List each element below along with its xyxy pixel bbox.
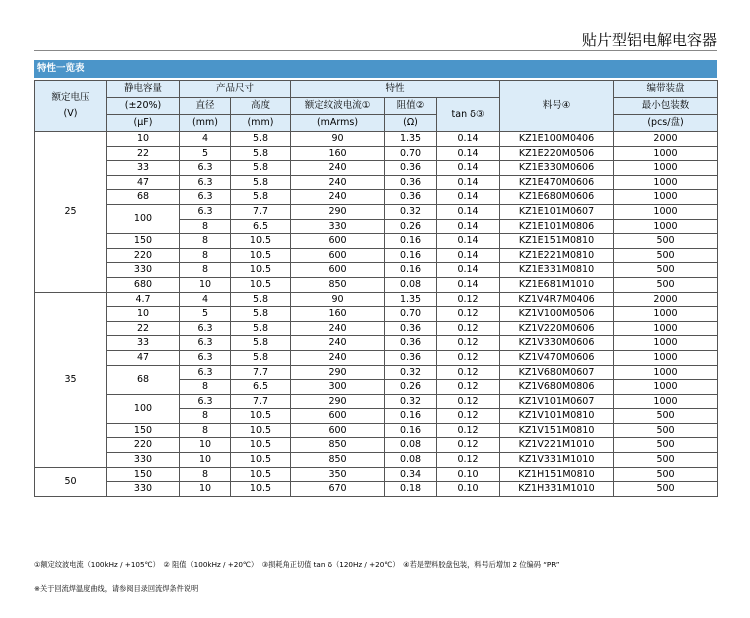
diameter-cell: 4	[180, 292, 231, 307]
header-part-number: 料号④	[500, 81, 614, 132]
esr-cell: 0.18	[385, 482, 437, 497]
capacitance-cell: 100	[107, 204, 180, 233]
height-cell: 5.8	[231, 132, 291, 147]
tan-delta-cell: 0.12	[437, 365, 500, 380]
capacitance-cell: 22	[107, 321, 180, 336]
capacitance-cell: 220	[107, 248, 180, 263]
tan-delta-cell: 0.14	[437, 132, 500, 147]
ripple-current-cell: 240	[291, 321, 385, 336]
min-pack-cell: 1000	[614, 321, 718, 336]
table-row	[35, 234, 718, 249]
ripple-current-cell: 670	[291, 482, 385, 497]
table-row	[35, 204, 718, 219]
ripple-current-cell: 350	[291, 467, 385, 482]
capacitance-cell: 33	[107, 161, 180, 176]
esr-cell: 0.32	[385, 204, 437, 219]
min-pack-cell: 500	[614, 467, 718, 482]
ripple-current-cell: 160	[291, 146, 385, 161]
footnote-conditions: ①额定纹波电流（100kHz / +105℃） ② 阻值（100kHz / +20℃） ③损耗角正切值 tan δ（120Hz / +20℃） ④若是塑料胶盘包装，料号后增加 2 位编码 “PR”	[34, 560, 560, 569]
min-pack-cell: 2000	[614, 292, 718, 307]
table-row	[35, 248, 718, 263]
height-cell: 10.5	[231, 438, 291, 453]
capacitance-cell: 150	[107, 467, 180, 482]
min-pack-cell: 500	[614, 248, 718, 263]
part-number-cell: KZ1V680M0607	[500, 365, 614, 380]
table-row	[35, 467, 718, 482]
table-row	[35, 307, 718, 322]
min-pack-cell: 1000	[614, 146, 718, 161]
esr-cell: 0.32	[385, 394, 437, 409]
part-number-cell: KZ1E151M0810	[500, 234, 614, 249]
part-number-cell: KZ1V151M0810	[500, 423, 614, 438]
diameter-cell: 8	[180, 380, 231, 395]
min-pack-cell: 1000	[614, 350, 718, 365]
min-pack-cell: 1000	[614, 365, 718, 380]
diameter-cell: 6.3	[180, 350, 231, 365]
esr-cell: 0.70	[385, 307, 437, 322]
table-row	[35, 263, 718, 278]
capacitance-cell: 680	[107, 277, 180, 292]
table-row	[35, 132, 718, 147]
diameter-cell: 6.3	[180, 175, 231, 190]
min-pack-cell: 1000	[614, 190, 718, 205]
rated-voltage-cell: 35	[35, 292, 107, 467]
tan-delta-cell: 0.12	[437, 438, 500, 453]
header-rated-voltage	[35, 81, 107, 132]
height-cell: 10.5	[231, 277, 291, 292]
min-pack-cell: 500	[614, 277, 718, 292]
diameter-cell: 8	[180, 248, 231, 263]
esr-cell: 0.08	[385, 277, 437, 292]
esr-cell: 0.16	[385, 234, 437, 249]
ripple-current-cell: 240	[291, 161, 385, 176]
table-row	[35, 292, 718, 307]
table-row	[35, 350, 718, 365]
min-pack-cell: 500	[614, 482, 718, 497]
ripple-current-cell: 290	[291, 394, 385, 409]
min-pack-cell: 1000	[614, 161, 718, 176]
diameter-cell: 5	[180, 307, 231, 322]
tan-delta-cell: 0.14	[437, 277, 500, 292]
ripple-current-cell: 290	[291, 204, 385, 219]
header-capacitance-unit: (μF)	[107, 115, 180, 132]
tan-delta-cell: 0.14	[437, 175, 500, 190]
height-cell: 5.8	[231, 161, 291, 176]
tan-delta-cell: 0.14	[437, 161, 500, 176]
tan-delta-cell: 0.10	[437, 482, 500, 497]
height-cell: 5.8	[231, 175, 291, 190]
diameter-cell: 8	[180, 423, 231, 438]
capacitance-cell: 330	[107, 263, 180, 278]
tan-delta-cell: 0.12	[437, 336, 500, 351]
tan-delta-cell: 0.14	[437, 234, 500, 249]
height-cell: 6.5	[231, 219, 291, 234]
height-cell: 6.5	[231, 380, 291, 395]
part-number-cell: KZ1V330M0606	[500, 336, 614, 351]
esr-cell: 0.70	[385, 146, 437, 161]
esr-cell: 0.36	[385, 336, 437, 351]
ripple-current-cell: 160	[291, 307, 385, 322]
esr-cell: 0.26	[385, 380, 437, 395]
part-number-cell: KZ1V470M0606	[500, 350, 614, 365]
part-number-cell: KZ1H331M1010	[500, 482, 614, 497]
ripple-current-cell: 850	[291, 438, 385, 453]
esr-cell: 0.08	[385, 438, 437, 453]
esr-cell: 0.16	[385, 423, 437, 438]
height-cell: 5.8	[231, 350, 291, 365]
height-cell: 5.8	[231, 307, 291, 322]
header-esr-unit: (Ω)	[385, 115, 437, 132]
diameter-cell: 6.3	[180, 321, 231, 336]
min-pack-cell: 500	[614, 438, 718, 453]
part-number-cell: KZ1V220M0606	[500, 321, 614, 336]
tan-delta-cell: 0.14	[437, 146, 500, 161]
esr-cell: 0.16	[385, 248, 437, 263]
min-pack-cell: 1000	[614, 219, 718, 234]
diameter-cell: 8	[180, 234, 231, 249]
esr-cell: 0.32	[385, 365, 437, 380]
capacitance-cell: 47	[107, 350, 180, 365]
diameter-cell: 6.3	[180, 161, 231, 176]
tan-delta-cell: 0.12	[437, 307, 500, 322]
min-pack-cell: 1000	[614, 336, 718, 351]
table-row	[35, 423, 718, 438]
ripple-current-cell: 290	[291, 365, 385, 380]
table-row	[35, 277, 718, 292]
height-cell: 5.8	[231, 321, 291, 336]
tan-delta-cell: 0.14	[437, 204, 500, 219]
part-number-cell: KZ1V100M0506	[500, 307, 614, 322]
tan-delta-cell: 0.12	[437, 321, 500, 336]
esr-cell: 0.36	[385, 175, 437, 190]
diameter-cell: 10	[180, 277, 231, 292]
header-rated-voltage-unit: (V)	[63, 108, 78, 119]
capacitance-cell: 47	[107, 175, 180, 190]
height-cell: 10.5	[231, 263, 291, 278]
table-row	[35, 453, 718, 468]
rated-voltage-cell: 50	[35, 467, 107, 496]
header-packing: 编带装盘	[614, 81, 718, 98]
diameter-cell: 8	[180, 467, 231, 482]
height-cell: 10.5	[231, 482, 291, 497]
height-cell: 7.7	[231, 204, 291, 219]
diameter-cell: 5	[180, 146, 231, 161]
min-pack-cell: 1000	[614, 307, 718, 322]
ripple-current-cell: 240	[291, 336, 385, 351]
tan-delta-cell: 0.12	[437, 380, 500, 395]
ripple-current-cell: 90	[291, 132, 385, 147]
tan-delta-cell: 0.14	[437, 263, 500, 278]
table-row	[35, 161, 718, 176]
height-cell: 10.5	[231, 409, 291, 424]
rated-voltage-cell: 25	[35, 132, 107, 293]
height-cell: 5.8	[231, 292, 291, 307]
table-row	[35, 146, 718, 161]
part-number-cell: KZ1V331M1010	[500, 453, 614, 468]
header-esr: 阻值②	[385, 98, 437, 115]
esr-cell: 0.36	[385, 190, 437, 205]
diameter-cell: 10	[180, 438, 231, 453]
ripple-current-cell: 300	[291, 380, 385, 395]
header-characteristics: 特性	[291, 81, 500, 98]
header-height-unit: (mm)	[231, 115, 291, 132]
height-cell: 5.8	[231, 336, 291, 351]
header-diameter: 直径	[180, 98, 231, 115]
header-capacitance-tolerance: (±20%)	[107, 98, 180, 115]
ripple-current-cell: 330	[291, 219, 385, 234]
tan-delta-cell: 0.10	[437, 467, 500, 482]
tan-delta-cell: 0.12	[437, 409, 500, 424]
tan-delta-cell: 0.12	[437, 350, 500, 365]
height-cell: 7.7	[231, 365, 291, 380]
part-number-cell: KZ1V101M0607	[500, 394, 614, 409]
capacitance-cell: 33	[107, 336, 180, 351]
capacitance-cell: 22	[107, 146, 180, 161]
capacitance-cell: 68	[107, 365, 180, 394]
table-row	[35, 438, 718, 453]
spec-table	[34, 80, 718, 497]
esr-cell: 0.16	[385, 409, 437, 424]
diameter-cell: 4	[180, 132, 231, 147]
height-cell: 10.5	[231, 453, 291, 468]
header-min-pack: 最小包装数	[614, 98, 718, 115]
header-min-pack-unit: (pcs/盘)	[614, 115, 718, 132]
table-row	[35, 190, 718, 205]
tan-delta-cell: 0.14	[437, 219, 500, 234]
capacitance-cell: 220	[107, 438, 180, 453]
min-pack-cell: 1000	[614, 204, 718, 219]
esr-cell: 0.26	[385, 219, 437, 234]
capacitance-cell: 10	[107, 132, 180, 147]
part-number-cell: KZ1V4R7M0406	[500, 292, 614, 307]
title-rule	[34, 50, 717, 51]
min-pack-cell: 500	[614, 263, 718, 278]
header-ripple-current: 额定纹波电流①	[291, 98, 385, 115]
diameter-cell: 6.3	[180, 190, 231, 205]
ripple-current-cell: 90	[291, 292, 385, 307]
esr-cell: 0.36	[385, 161, 437, 176]
header-rated-voltage-label: 额定电压	[51, 92, 90, 103]
table-row	[35, 365, 718, 380]
capacitance-cell: 330	[107, 453, 180, 468]
header-diameter-unit: (mm)	[180, 115, 231, 132]
ripple-current-cell: 600	[291, 248, 385, 263]
capacitance-cell: 150	[107, 423, 180, 438]
esr-cell: 0.16	[385, 263, 437, 278]
ripple-current-cell: 240	[291, 350, 385, 365]
esr-cell: 1.35	[385, 292, 437, 307]
tan-delta-cell: 0.14	[437, 248, 500, 263]
esr-cell: 0.36	[385, 350, 437, 365]
table-body	[35, 132, 718, 497]
capacitance-cell: 100	[107, 394, 180, 423]
min-pack-cell: 2000	[614, 132, 718, 147]
height-cell: 5.8	[231, 190, 291, 205]
capacitance-cell: 4.7	[107, 292, 180, 307]
part-number-cell: KZ1E681M1010	[500, 277, 614, 292]
min-pack-cell: 500	[614, 423, 718, 438]
diameter-cell: 10	[180, 453, 231, 468]
section-title-bar: 特性一览表	[34, 60, 717, 78]
ripple-current-cell: 600	[291, 234, 385, 249]
tan-delta-cell: 0.14	[437, 190, 500, 205]
height-cell: 10.5	[231, 248, 291, 263]
part-number-cell: KZ1E680M0606	[500, 190, 614, 205]
part-number-cell: KZ1H151M0810	[500, 467, 614, 482]
header-tan-delta: tan δ③	[437, 98, 500, 132]
footnote-reflow: ※关于回流焊温度曲线，请参阅目录回流焊条件说明	[34, 584, 199, 593]
header-size: 产品尺寸	[180, 81, 291, 98]
ripple-current-cell: 850	[291, 453, 385, 468]
esr-cell: 1.35	[385, 132, 437, 147]
table-row	[35, 482, 718, 497]
capacitance-cell: 10	[107, 307, 180, 322]
part-number-cell: KZ1E101M0607	[500, 204, 614, 219]
part-number-cell: KZ1V680M0806	[500, 380, 614, 395]
diameter-cell: 6.3	[180, 204, 231, 219]
height-cell: 10.5	[231, 423, 291, 438]
height-cell: 5.8	[231, 146, 291, 161]
part-number-cell: KZ1E331M0810	[500, 263, 614, 278]
header-ripple-unit: (mArms)	[291, 115, 385, 132]
min-pack-cell: 500	[614, 409, 718, 424]
capacitance-cell: 68	[107, 190, 180, 205]
tan-delta-cell: 0.12	[437, 423, 500, 438]
header-capacitance: 静电容量	[107, 81, 180, 98]
diameter-cell: 8	[180, 409, 231, 424]
table-row	[35, 321, 718, 336]
capacitance-cell: 330	[107, 482, 180, 497]
ripple-current-cell: 240	[291, 190, 385, 205]
height-cell: 7.7	[231, 394, 291, 409]
part-number-cell: KZ1E330M0606	[500, 161, 614, 176]
ripple-current-cell: 240	[291, 175, 385, 190]
part-number-cell: KZ1V101M0810	[500, 409, 614, 424]
part-number-cell: KZ1E100M0406	[500, 132, 614, 147]
ripple-current-cell: 600	[291, 263, 385, 278]
part-number-cell: KZ1V221M1010	[500, 438, 614, 453]
tan-delta-cell: 0.12	[437, 453, 500, 468]
table-row	[35, 336, 718, 351]
min-pack-cell: 1000	[614, 175, 718, 190]
esr-cell: 0.36	[385, 321, 437, 336]
tan-delta-cell: 0.12	[437, 394, 500, 409]
tan-delta-cell: 0.12	[437, 292, 500, 307]
capacitance-cell: 150	[107, 234, 180, 249]
ripple-current-cell: 850	[291, 277, 385, 292]
part-number-cell: KZ1E101M0806	[500, 219, 614, 234]
diameter-cell: 8	[180, 219, 231, 234]
diameter-cell: 6.3	[180, 365, 231, 380]
diameter-cell: 8	[180, 263, 231, 278]
table-header	[35, 81, 718, 132]
height-cell: 10.5	[231, 467, 291, 482]
height-cell: 10.5	[231, 234, 291, 249]
min-pack-cell: 500	[614, 453, 718, 468]
table-row	[35, 175, 718, 190]
part-number-cell: KZ1E470M0606	[500, 175, 614, 190]
esr-cell: 0.08	[385, 453, 437, 468]
part-number-cell: KZ1E221M0810	[500, 248, 614, 263]
ripple-current-cell: 600	[291, 423, 385, 438]
esr-cell: 0.34	[385, 467, 437, 482]
diameter-cell: 10	[180, 482, 231, 497]
ripple-current-cell: 600	[291, 409, 385, 424]
table-row	[35, 394, 718, 409]
min-pack-cell: 500	[614, 234, 718, 249]
min-pack-cell: 1000	[614, 380, 718, 395]
document-title: 贴片型铝电解电容器	[581, 31, 717, 49]
diameter-cell: 6.3	[180, 394, 231, 409]
min-pack-cell: 1000	[614, 394, 718, 409]
header-height: 高度	[231, 98, 291, 115]
diameter-cell: 6.3	[180, 336, 231, 351]
part-number-cell: KZ1E220M0506	[500, 146, 614, 161]
